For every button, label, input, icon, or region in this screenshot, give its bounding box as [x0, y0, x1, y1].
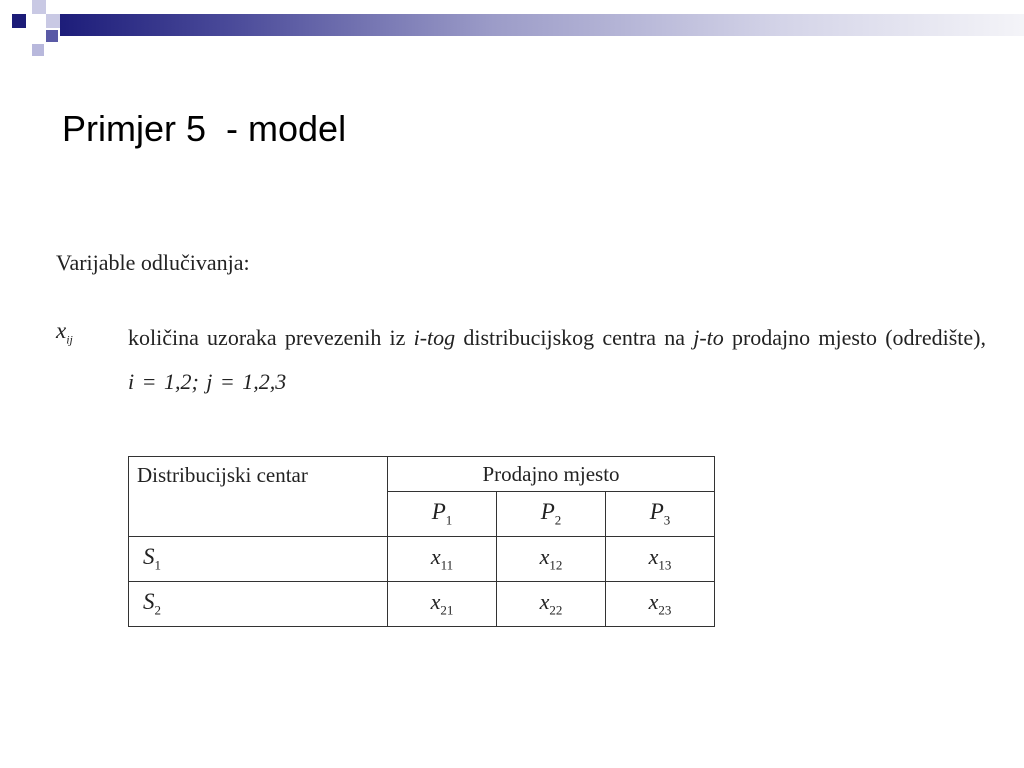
variables-heading: Varijable odlučivanja: — [56, 250, 250, 275]
desc-part2: distribucijskog centra na — [455, 325, 694, 350]
decorative-square — [32, 0, 46, 14]
variable-symbol — [56, 318, 73, 348]
column-header: $P_1$ — [388, 492, 497, 537]
variable-description — [128, 316, 986, 404]
desc-i-tog: i-tog — [413, 325, 456, 350]
header-gradient-band — [60, 14, 1024, 36]
corner-header: Distribucijski centar — [129, 457, 388, 537]
desc-ranges: i = 1,2; j = 1,2,3 — [128, 369, 287, 394]
table-cell: $x_{13}$ — [606, 537, 715, 582]
decorative-square — [32, 44, 44, 56]
decorative-square — [46, 30, 58, 42]
table-row — [129, 537, 715, 582]
variables-table — [128, 456, 715, 627]
table-cell: $x_{23}$ — [606, 582, 715, 627]
page-title: Primjer 5 - model — [62, 108, 347, 149]
table-cell: $x_{11}$ — [388, 537, 497, 582]
group-header: Prodajno mjesto — [388, 457, 715, 492]
column-header: $P_3$ — [606, 492, 715, 537]
variable-symbol-letter: x — [56, 318, 67, 343]
table-row — [129, 582, 715, 627]
table-cell: $x_{22}$ — [497, 582, 606, 627]
row-header: $S_2$ — [129, 582, 388, 627]
decorative-square — [46, 14, 60, 28]
column-header: $P_2$ — [497, 492, 606, 537]
desc-j-to: j-to — [693, 325, 724, 350]
table-cell: $x_{12}$ — [497, 537, 606, 582]
decorative-square — [12, 14, 26, 28]
header-bar — [0, 14, 1024, 36]
table-header-row — [129, 457, 715, 492]
row-header: $S_1$ — [129, 537, 388, 582]
table-cell: $x_{21}$ — [388, 582, 497, 627]
variable-symbol-subscript: ij — [66, 332, 73, 347]
desc-part3: prodajno mjesto (odredište), — [723, 325, 986, 350]
desc-part1: količina uzoraka prevezenih iz — [128, 325, 414, 350]
